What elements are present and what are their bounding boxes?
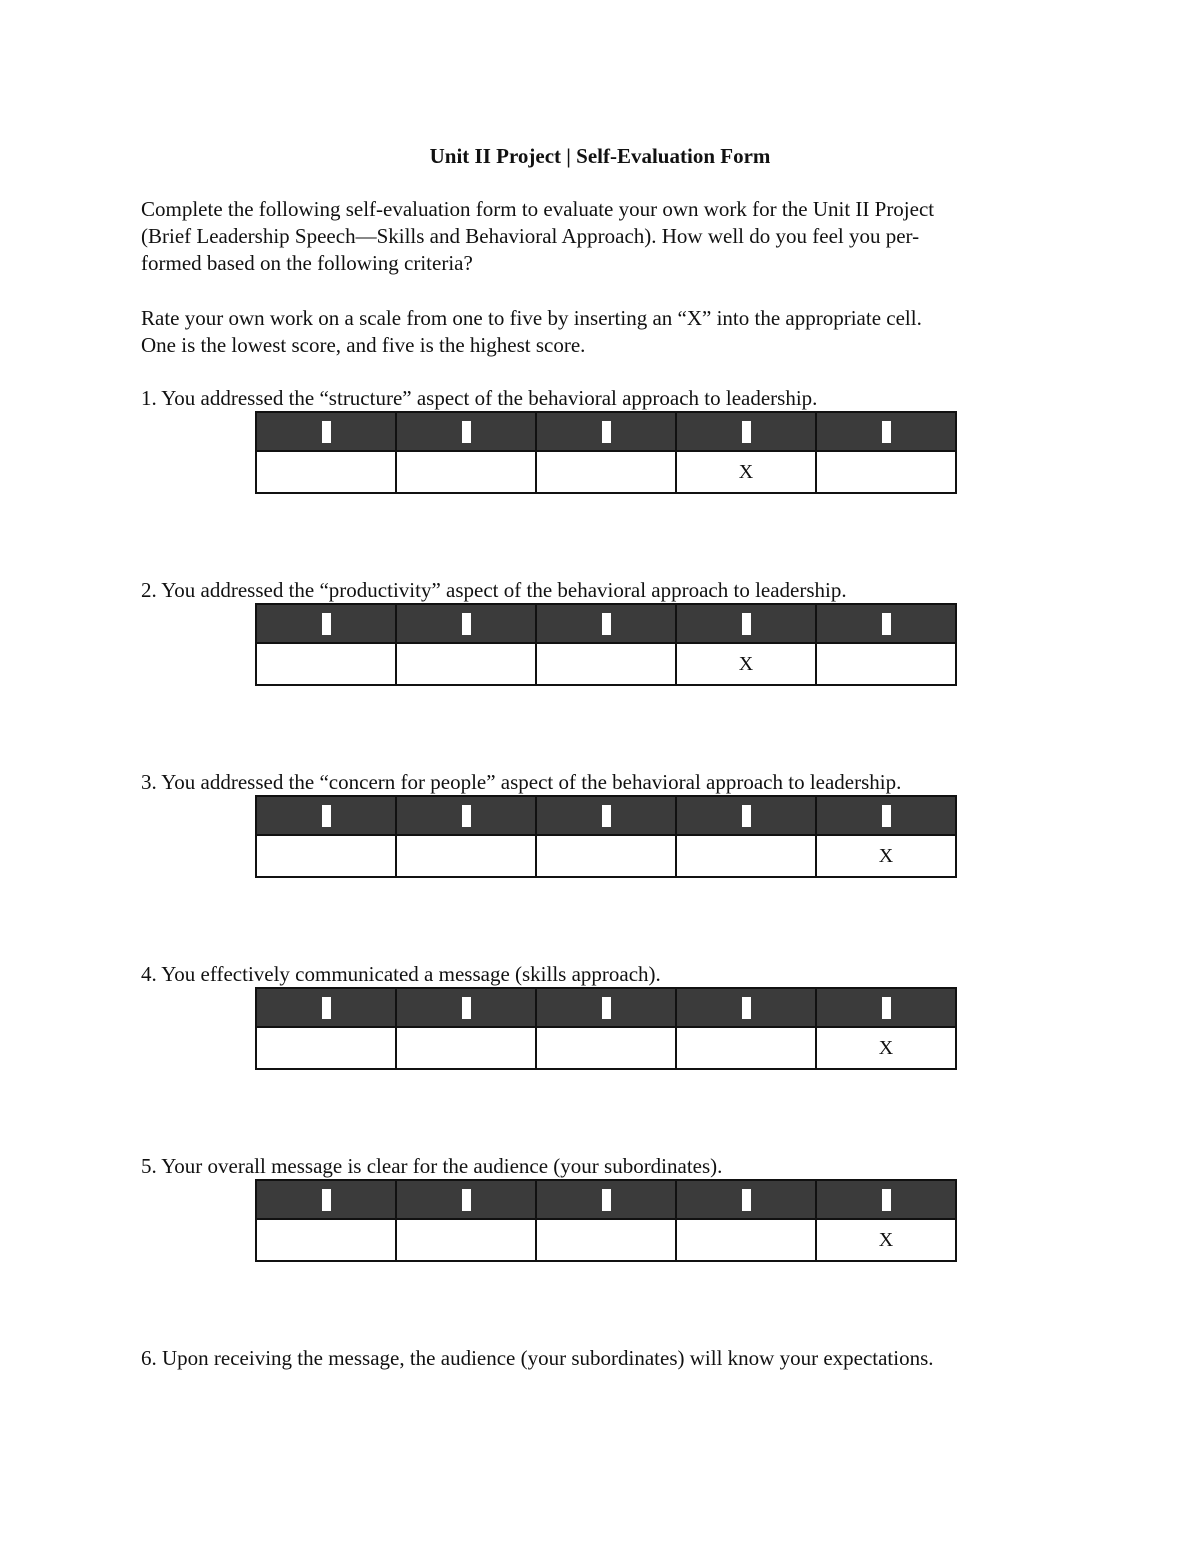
intro-line-2: (Brief Leadership Speech—Skills and Behavioral Approach). How well do you feel you per- xyxy=(141,224,920,248)
rating-marker-icon xyxy=(602,1189,611,1211)
rating-answer-row xyxy=(256,451,956,493)
rating-marker-icon xyxy=(322,613,331,635)
rating-cell-4[interactable]: X xyxy=(676,451,816,493)
rating-header-cell xyxy=(676,1180,816,1219)
rating-header-cell xyxy=(256,604,396,643)
rating-cell-4[interactable] xyxy=(676,1027,816,1069)
rating-header-cell xyxy=(396,988,536,1027)
rating-marker-icon xyxy=(602,421,611,443)
question-3-text: 3. You addressed the “concern for people” aspect of the behavioral approach to leadership. xyxy=(141,770,902,794)
rating-marker-icon xyxy=(882,421,891,443)
rating-marker-icon xyxy=(322,997,331,1019)
question-6-text: 6. Upon receiving the message, the audience (your subordinates) will know your expectations. xyxy=(141,1346,934,1370)
rating-marker-icon xyxy=(882,997,891,1019)
rating-cell-5[interactable] xyxy=(816,643,956,685)
rating-marker-icon xyxy=(322,1189,331,1211)
rating-marker-icon xyxy=(322,805,331,827)
rating-cell-1[interactable] xyxy=(256,1027,396,1069)
rating-marker-icon xyxy=(462,613,471,635)
rating-header-cell xyxy=(256,988,396,1027)
rating-cell-2[interactable] xyxy=(396,1219,536,1261)
rating-header-cell xyxy=(676,988,816,1027)
rating-header-row xyxy=(256,1180,956,1219)
rating-answer-row xyxy=(256,835,956,877)
intro-line-1: Complete the following self-evaluation form to evaluate your own work for the Unit II Project xyxy=(141,197,935,221)
rating-header-cell xyxy=(816,1180,956,1219)
rating-cell-4[interactable] xyxy=(676,835,816,877)
rating-marker-icon xyxy=(602,997,611,1019)
rating-header-cell xyxy=(256,796,396,835)
rating-cell-1[interactable] xyxy=(256,835,396,877)
rating-header-cell xyxy=(676,796,816,835)
rating-cell-3[interactable] xyxy=(536,1219,676,1261)
rating-header-cell xyxy=(536,412,676,451)
rating-instructions xyxy=(141,305,1041,359)
rating-header-cell xyxy=(816,604,956,643)
rating-cell-2[interactable] xyxy=(396,643,536,685)
rating-marker-icon xyxy=(462,1189,471,1211)
question-4-text: 4. You effectively communicated a message (skills approach). xyxy=(141,962,661,986)
rating-marker-icon xyxy=(742,613,751,635)
rating-cell-2[interactable] xyxy=(396,835,536,877)
rating-header-cell xyxy=(536,1180,676,1219)
rating-marker-icon xyxy=(462,805,471,827)
rating-marker-icon xyxy=(742,997,751,1019)
rating-marker-icon xyxy=(462,421,471,443)
rating-cell-2[interactable] xyxy=(396,451,536,493)
rating-cell-5[interactable]: X xyxy=(816,1027,956,1069)
rating-marker-icon xyxy=(462,997,471,1019)
rating-marker-icon xyxy=(882,805,891,827)
rating-header-cell xyxy=(536,604,676,643)
question-1-rating-table xyxy=(255,411,957,494)
page-title: Unit II Project | Self-Evaluation Form xyxy=(429,144,771,168)
rating-header-cell xyxy=(396,1180,536,1219)
question-5-text: 5. Your overall message is clear for the audience (your subordinates). xyxy=(141,1154,723,1178)
rating-header-row xyxy=(256,796,956,835)
rating-marker-icon xyxy=(742,805,751,827)
question-4-rating-table xyxy=(255,987,957,1070)
rating-header-row xyxy=(256,412,956,451)
rating-cell-5[interactable]: X xyxy=(816,835,956,877)
rating-header-cell xyxy=(396,412,536,451)
question-5-rating-table xyxy=(255,1179,957,1262)
rating-cell-1[interactable] xyxy=(256,451,396,493)
rating-answer-row xyxy=(256,1027,956,1069)
question-3-rating-table xyxy=(255,795,957,878)
rating-cell-3[interactable] xyxy=(536,643,676,685)
rating-marker-icon xyxy=(882,1189,891,1211)
rating-header-cell xyxy=(256,1180,396,1219)
rating-cell-4[interactable] xyxy=(676,1219,816,1261)
rating-header-cell xyxy=(816,988,956,1027)
rating-marker-icon xyxy=(742,1189,751,1211)
rating-answer-row xyxy=(256,643,956,685)
rating-instructions-line-2: One is the lowest score, and five is the highest score. xyxy=(141,333,586,357)
rating-instructions-line-1: Rate your own work on a scale from one to five by inserting an “X” into the appropriate cell. xyxy=(141,306,922,330)
rating-marker-icon xyxy=(882,613,891,635)
rating-header-cell xyxy=(536,796,676,835)
rating-header-row xyxy=(256,988,956,1027)
rating-marker-icon xyxy=(742,421,751,443)
intro-line-3: formed based on the following criteria? xyxy=(141,251,473,275)
rating-header-cell xyxy=(396,796,536,835)
rating-cell-1[interactable] xyxy=(256,643,396,685)
rating-header-cell xyxy=(256,412,396,451)
rating-answer-row xyxy=(256,1219,956,1261)
rating-header-cell xyxy=(676,412,816,451)
rating-header-cell xyxy=(816,412,956,451)
rating-header-cell xyxy=(816,796,956,835)
rating-marker-icon xyxy=(602,613,611,635)
question-1-text: 1. You addressed the “structure” aspect of the behavioral approach to leadership. xyxy=(141,386,818,410)
rating-marker-icon xyxy=(602,805,611,827)
rating-cell-4[interactable]: X xyxy=(676,643,816,685)
rating-header-cell xyxy=(676,604,816,643)
rating-cell-1[interactable] xyxy=(256,1219,396,1261)
rating-cell-5[interactable]: X xyxy=(816,1219,956,1261)
rating-cell-5[interactable] xyxy=(816,451,956,493)
rating-marker-icon xyxy=(322,421,331,443)
rating-header-cell xyxy=(536,988,676,1027)
rating-cell-3[interactable] xyxy=(536,1027,676,1069)
rating-cell-3[interactable] xyxy=(536,451,676,493)
question-2-rating-table xyxy=(255,603,957,686)
rating-cell-3[interactable] xyxy=(536,835,676,877)
rating-header-cell xyxy=(396,604,536,643)
rating-header-row xyxy=(256,604,956,643)
intro-paragraph xyxy=(141,196,1041,277)
question-2-text: 2. You addressed the “productivity” aspect of the behavioral approach to leadership. xyxy=(141,578,847,602)
rating-cell-2[interactable] xyxy=(396,1027,536,1069)
